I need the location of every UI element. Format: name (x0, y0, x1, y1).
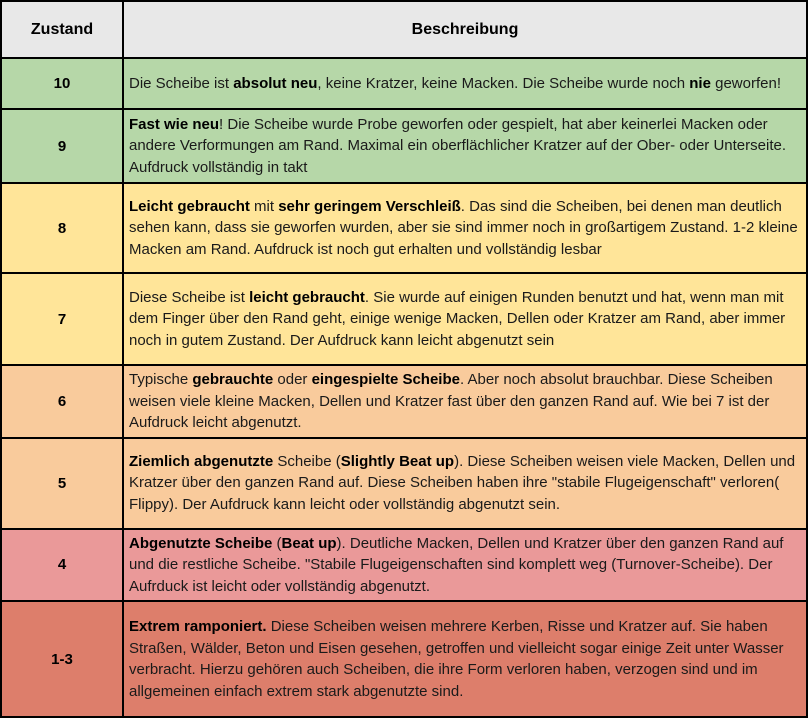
description-segment: . Aber noch absolut brauchbar. Diese Scheiben weisen viele kleine Macken, Dellen und Kratzer fast über den ganzen Rand auf. Wie bei 7 ist der Aufdruck leicht abgenutzt. (129, 371, 773, 431)
column-header-beschreibung: Beschreibung (123, 1, 807, 58)
description-bold-segment: sehr geringem Verschleiß (278, 197, 461, 215)
description-segment: Die Scheibe ist (129, 74, 234, 92)
grade-cell: 4 (1, 529, 123, 602)
description-segment: , keine Kratzer, keine Macken. Die Scheibe wurde noch (317, 74, 690, 92)
condition-row-5 (1, 438, 807, 529)
grade-cell: 1-3 (1, 601, 123, 717)
description-segment: ! Die Scheibe wurde Probe geworfen oder gespielt, hat aber keinerlei Macken oder andere Verformungen am Rand. Maximal ein oberflächlicher Kratzer auf der Ober- oder Unterseite. Aufdruck vollständig in takt (129, 115, 786, 176)
table-header (1, 1, 807, 58)
description-bold-segment: leicht gebraucht (249, 288, 365, 306)
description-bold-segment: absolut neu (233, 74, 318, 92)
description-bold-segment: Slightly Beat up (340, 452, 455, 470)
description-segment: oder (273, 371, 312, 388)
description-segment: geworfen! (710, 74, 781, 92)
condition-row-10 (1, 58, 807, 109)
description-cell (123, 529, 807, 602)
header-row (1, 1, 807, 58)
description-bold-segment: Abgenutzte Scheibe (129, 534, 273, 552)
description-cell (123, 365, 807, 438)
description-segment: Diese Scheibe ist (129, 288, 250, 306)
description-bold-segment: Fast wie neu (129, 115, 220, 133)
description-segment: ). Diese Scheiben weisen viele Macken, Dellen und Kratzer über den ganzen Rand auf. Diese Scheiben haben ihre "stabile Flugeigenschaft" verloren( Flippy). Der Aufdruck kann leicht oder vollständig abgenutzt sein. (129, 452, 796, 513)
grade-cell: 10 (1, 58, 123, 109)
description-segment: ( (272, 534, 282, 552)
condition-row-9 (1, 109, 807, 183)
description-cell (123, 438, 807, 529)
description-bold-segment: Leicht gebraucht (129, 197, 250, 215)
description-cell (123, 183, 807, 273)
description-cell (123, 273, 807, 365)
condition-row-7 (1, 273, 807, 365)
column-header-zustand: Zustand (1, 1, 123, 58)
table-body (1, 58, 807, 717)
description-segment: Diese Scheiben weisen mehrere Kerben, Risse und Kratzer auf. Sie haben Straßen, Wälder, Beton und Eisen gesehen, getroffen und vielleicht sogar einige Zeit unter Wasser verbracht. Hierzu gehören auch Scheiben, die ihre Form verloren haben, verzogen sind und im allgemeinen einfach extrem stark abgenutzte sind. (129, 618, 784, 700)
description-cell (123, 109, 807, 183)
description-segment: . Das sind die Scheiben, bei denen man deutlich sehen kann, dass sie geworfen wurden, aber sie sind immer noch in großartigem Zustand. 1-2 kleine Macken am Rand. Aufdruck ist noch gut erhalten und vollständig lesbar (129, 197, 798, 258)
grade-cell: 6 (1, 365, 123, 438)
description-bold-segment: Extrem ramponiert. (129, 618, 267, 635)
description-cell (123, 601, 807, 717)
description-segment: Scheibe ( (273, 452, 341, 470)
description-bold-segment: gebrauchte (192, 371, 274, 388)
description-segment: mit (249, 197, 279, 215)
description-cell (123, 58, 807, 109)
condition-row-4 (1, 529, 807, 602)
condition-row-8 (1, 183, 807, 273)
description-bold-segment: eingespielte Scheibe (311, 371, 460, 388)
grade-cell: 5 (1, 438, 123, 529)
description-segment: ). Deutliche Macken, Dellen und Kratzer über den ganzen Rand auf und die restliche Scheibe. "Stabile Flugeigenschaften sind komplett weg (Turnover-Scheibe). Der Aufrduck ist leicht oder vollständig abgenutzt. (129, 534, 784, 595)
grade-cell: 7 (1, 273, 123, 365)
condition-row-6 (1, 365, 807, 438)
description-bold-segment: nie (689, 74, 711, 92)
grade-cell: 9 (1, 109, 123, 183)
description-bold-segment: Beat up (281, 534, 337, 552)
grade-cell: 8 (1, 183, 123, 273)
condition-row-1-3 (1, 601, 807, 717)
description-segment: . Sie wurde auf einigen Runden benutzt und hat, wenn man mit dem Finger über den Rand geht, einige wenige Macken, Dellen oder Kratzer am Rand, aber immer noch in gutem Zustand. Der Aufdruck kann leicht abgenutzt sein (129, 288, 786, 349)
description-bold-segment: Ziemlich abgenutzte (129, 452, 274, 470)
description-segment: Typische (129, 371, 193, 388)
